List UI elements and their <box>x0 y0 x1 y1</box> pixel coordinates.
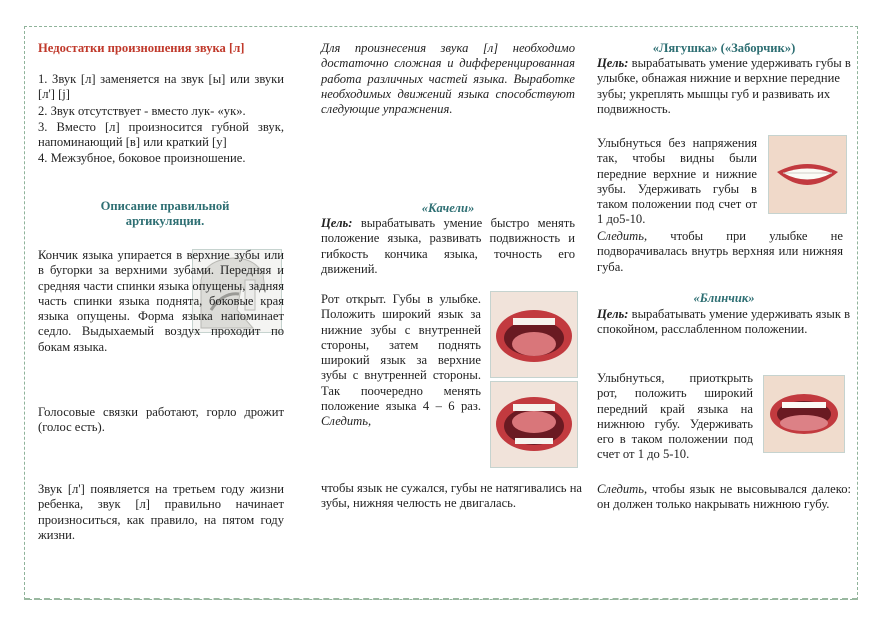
pancake-follow-text: чтобы язык не высовывался далеко: он должен только накрывать нижнюю губу. <box>597 482 851 512</box>
defects-title: Недостатки произношения звука [л] <box>38 41 245 55</box>
swing-goal-text: вырабатывать умение быстро менять положение языка, развивать подвижность и гибкость кончика языка, точность его движений. <box>321 216 575 276</box>
pancake-follow <box>597 482 851 513</box>
articulation-subtitle: Описание правильной артикуляции. <box>100 199 230 229</box>
frog-goal-label: Цель: <box>597 56 629 70</box>
swing-photo-down <box>490 291 578 378</box>
frog-title: «Лягушка» («Заборчик») <box>652 41 796 55</box>
swing-title: «Качели» <box>421 201 475 215</box>
defect-item-4: 4. Межзубное, боковое произношение. <box>38 151 246 165</box>
frog-goal <box>597 56 851 117</box>
articulation-text <box>38 248 284 355</box>
swing-follow: чтобы язык не сужался, губы не натягивались на зубы, нижняя челюсть не двигалась. <box>321 481 583 511</box>
frog-follow <box>597 229 843 275</box>
pancake-title: «Блинчик» <box>693 291 755 305</box>
frog-follow-text: чтобы при улыбке не подворачивалась внутрь верхняя или нижняя губа. <box>597 229 843 274</box>
frog-goal-text: вырабатывать умение удерживать губы в улыбке, обнажая нижние и верхние передние зубы; укреплять мышцы губ и развивать их подвижность. <box>597 56 851 116</box>
swing-instructions-text: Рот открыт. Губы в улыбке. Положить широкий язык за нижние зубы с внутренней стороны, затем поднять широкий язык за верхние зубы с внутренней стороны. Так поочередно менять положение языка 4 – 6 раз. <box>321 292 481 414</box>
swing-goal <box>321 216 575 277</box>
frog-instructions: Улыбнуться без напряжения так, чтобы видны были передние верхние и нижние зубы. Удерживать губы в таком положении под счет от 1 до5-10. <box>597 136 757 227</box>
intro-text: Для произнесения звука [л] необходимо достаточно сложная и дифференцированная работа различных частей языка. Выработке необходимых движений языка способствуют следующие упражнения. <box>321 41 575 117</box>
pancake-goal <box>597 307 851 338</box>
pancake-goal-label: Цель: <box>597 307 629 321</box>
defect-item-3: 3. Вместо [л] произносится губной звук, напоминающий [в] или краткий [у] <box>38 120 284 150</box>
age-text: Звук [л'] появляется на третьем году жизни ребенка, звук [л] правильно начинает произноситься, как правило, на пятом году жизни. <box>38 482 284 542</box>
frog-photo <box>768 135 847 214</box>
defect-item-2: 2. Звук отсутствует - вместо лук- «ук». <box>38 104 246 118</box>
swing-goal-label: Цель: <box>321 216 353 230</box>
pancake-instructions: Улыбнуться, приоткрыть рот, положить широкий передний край языка на нижнюю губу. Удерживать его в таком положении под счет от 1 до 5-10. <box>597 371 753 462</box>
swing-follow-label: Следить, <box>321 414 372 429</box>
bottom-divider <box>24 598 858 600</box>
frog-follow-label: Следить, <box>597 229 648 243</box>
articulation-text-body: Кончик языка упирается в верхние зубы или в бугорки за верхними зубами. Передняя и средняя части спинки языка опущены, задняя часть спинки языка поднята, боковые края языка опущены. Форма языка напоминает седло. Выдыхаемый воздух проходит по бокам языка. <box>38 248 284 354</box>
pancake-goal-text: вырабатывать умение удерживать язык в спокойном, расслабленном положении. <box>597 307 851 337</box>
defect-item-1: 1. Звук [л] заменяется на звук [ы] или звуки [л'] [j] <box>38 72 284 102</box>
pancake-photo <box>763 375 845 453</box>
pancake-follow-label: Следить, <box>597 482 648 496</box>
voice-text: Голосовые связки работают, горло дрожит (голос есть). <box>38 405 284 435</box>
swing-photo-up <box>490 381 578 468</box>
swing-instructions <box>321 292 481 430</box>
